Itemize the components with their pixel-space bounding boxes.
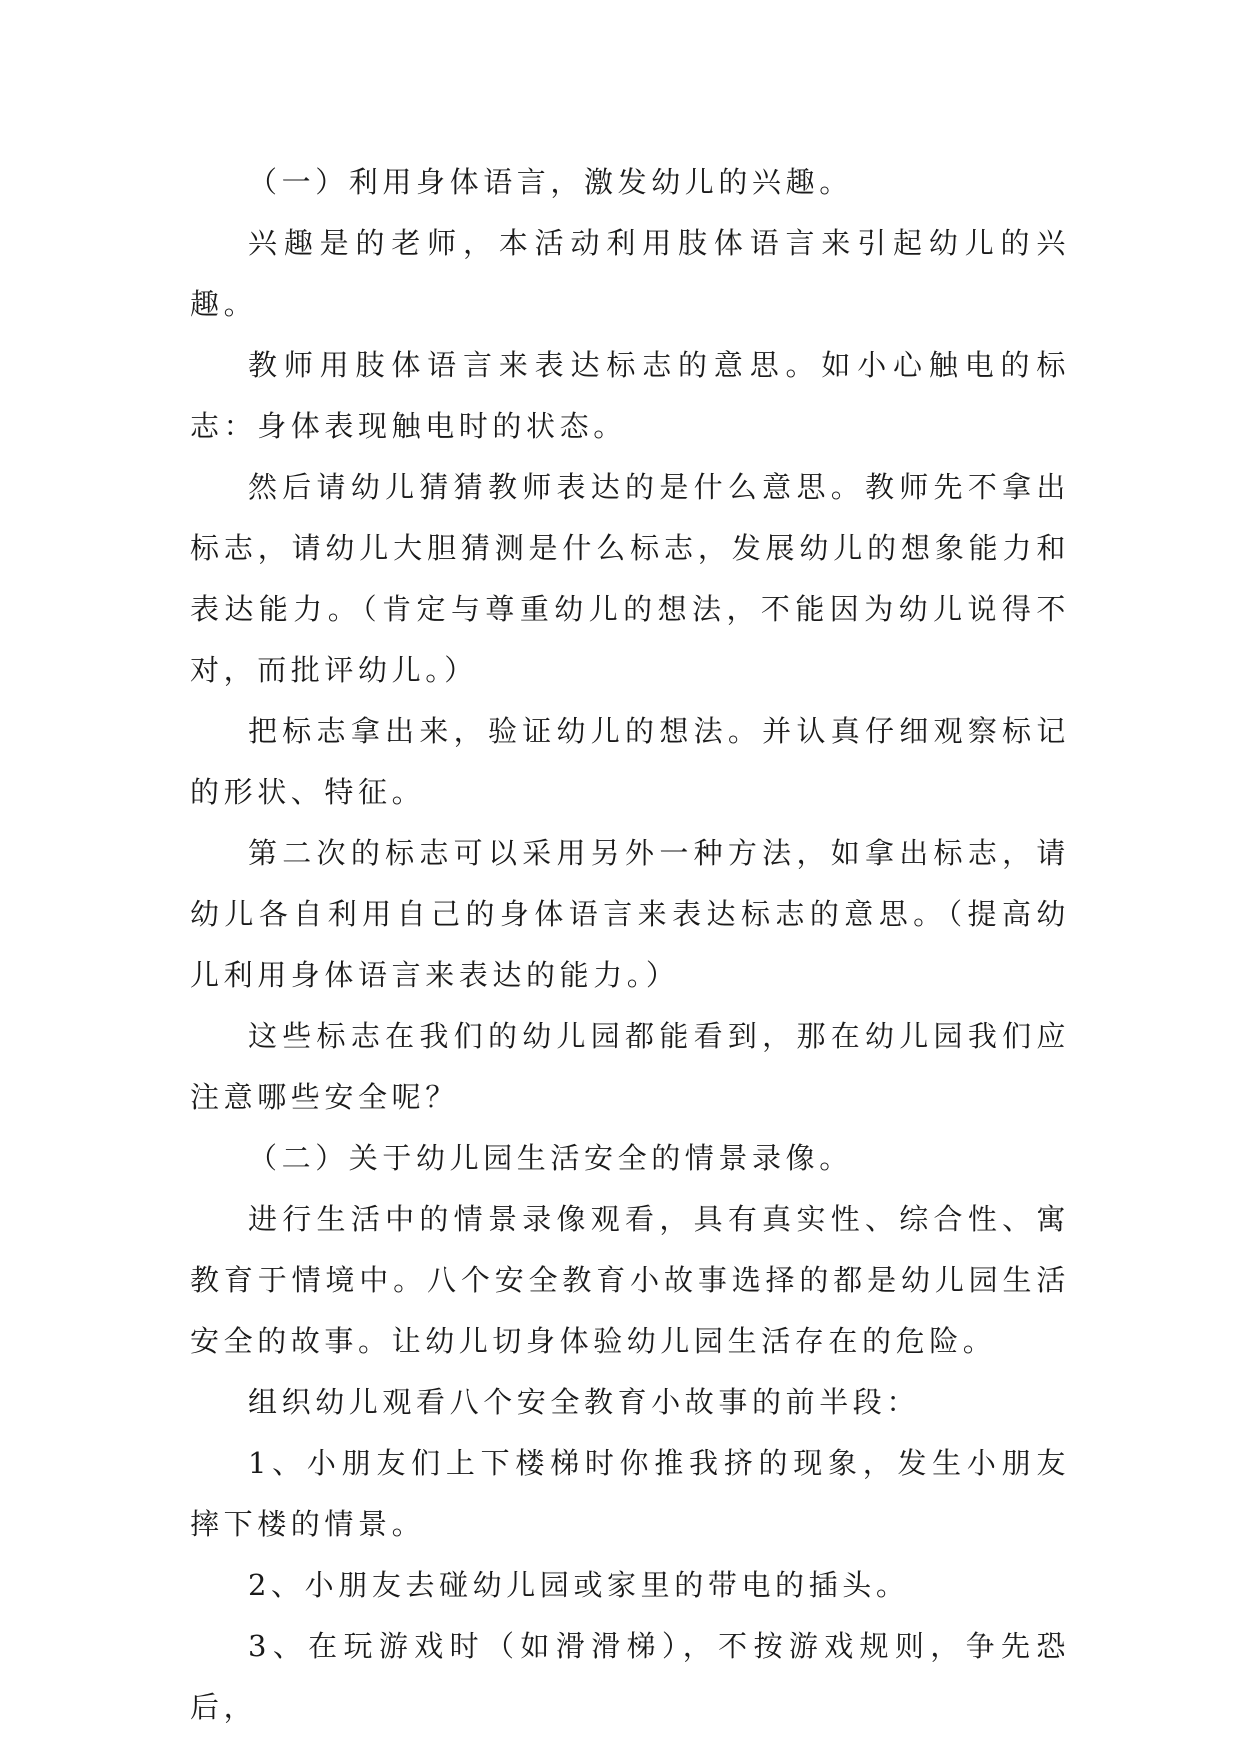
paragraph: 然后请幼儿猜猜教师表达的是什么意思。教师先不拿出标志，请幼儿大胆猜测是什么标志，发展幼儿的想象能力和表达能力。（肯定与尊重幼儿的想法，不能因为幼儿说得不对，而批评幼儿。）	[190, 470, 1070, 687]
paragraph: 第二次的标志可以采用另外一种方法，如拿出标志，请幼儿各自利用自己的身体语言来表达标志的意思。（提高幼儿利用身体语言来表达的能力。）	[190, 836, 1070, 992]
paragraph: 兴趣是的老师，本活动利用肢体语言来引起幼儿的兴趣。	[190, 226, 1070, 321]
list-item: 2、小朋友去碰幼儿园或家里的带电的插头。	[248, 1568, 910, 1602]
section-heading-2: （二）关于幼儿园生活安全的情景录像。	[248, 1141, 853, 1175]
paragraph: 组织幼儿观看八个安全教育小故事的前半段：	[248, 1385, 921, 1419]
paragraph: 这些标志在我们的幼儿园都能看到，那在幼儿园我们应注意哪些安全呢？	[190, 1019, 1070, 1114]
list-item: 1、小朋友们上下楼梯时你推我挤的现象，发生小朋友摔下楼的情景。	[190, 1446, 1070, 1541]
paragraph: 进行生活中的情景录像观看，具有真实性、综合性、寓教育于情境中。八个安全教育小故事选择的都是幼儿园生活安全的故事。让幼儿切身体验幼儿园生活存在的危险。	[190, 1202, 1070, 1358]
list-item: 3、在玩游戏时（如滑滑梯），不按游戏规则，争先恐后，	[190, 1629, 1070, 1724]
paragraph: 教师用肢体语言来表达标志的意思。如小心触电的标志：身体表现触电时的状态。	[190, 348, 1070, 443]
document-body	[190, 152, 1070, 1738]
paragraph: 把标志拿出来，验证幼儿的想法。并认真仔细观察标记的形状、特征。	[190, 714, 1070, 809]
section-heading-1: （一）利用身体语言，激发幼儿的兴趣。	[248, 165, 853, 199]
